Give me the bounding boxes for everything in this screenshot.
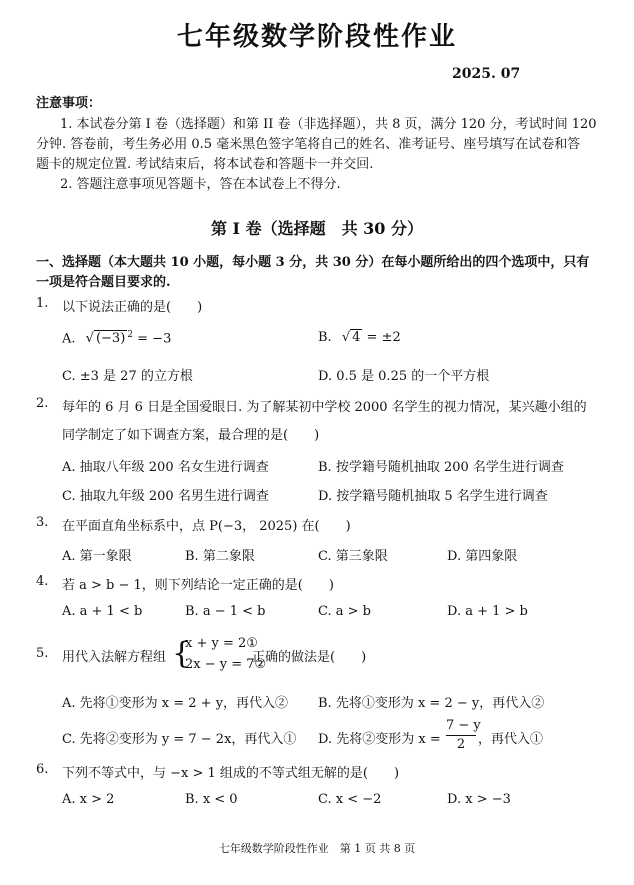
page-title: 七年级数学阶段性作业 [176,22,457,52]
q1-option-a-rest: = −3 [133,331,172,347]
part-heading-line-2: 一项是符合题目要求的. [36,275,171,290]
q5-option-d-rest: ，再代入① [478,732,544,747]
q2-option-a: A. 抽取八年级 200 名女生进行调查 [62,460,269,475]
q4-option-a: A. a + 1 < b [62,604,143,619]
q5-system-eq-1: x + y = 2① [185,636,258,651]
section-title: 第 I 卷（选择题 共 30 分） [210,219,424,238]
notice-line-4: 2. 答题注意事项见答题卡，答在本试卷上不得分. [60,177,341,192]
q1-option-b-rest: = ±2 [362,330,401,345]
question-stem-2-line-1: 每年的 6 月 6 日是全国爱眼日. 为了解某初中学校 2000 名学生的视力情况，某兴趣小组的 [62,400,587,415]
notice-line-1: 1. 本试卷分第 I 卷（选择题）和第 II 卷（非选择题），共 8 页，满分 120 分，考试时间 120 [60,117,597,132]
q1-option-a-radicand: (−3) [95,331,126,347]
part-heading-line-1: 一、选择题（本大题共 10 小题，每小题 3 分，共 30 分）在每小题所给出的四个选项中，只有 [36,255,590,270]
question-number-3: 3. [36,515,49,530]
q6-option-c: C. x < −2 [318,792,382,807]
q1-option-b-radicand: 4 [352,330,361,345]
q5-option-d: D. 先将②变形为 x = [318,732,441,747]
notice-line-3: 题卡的规定位置. 考试结束后，将本试卷和答题卡一并交回. [36,157,374,172]
q6-option-b: B. x < 0 [185,792,238,807]
q3-option-c: C. 第三象限 [318,549,388,564]
q2-option-d: D. 按学籍号随机抽取 5 名学生进行调查 [318,489,548,504]
q2-option-c: C. 抽取九年级 200 名男生进行调查 [62,489,269,504]
q1-option-a-letter: A. [62,331,76,347]
notice-line-2: 分钟. 答卷前，考生务必用 0.5 毫米黑色签字笔将自己的姓名、准考证号、座号填写在试卷和答 [36,137,581,152]
question-stem-2-line-2: 同学制定了如下调查方案，最合理的是( ) [62,428,320,443]
q5-option-c: C. 先将②变形为 y = 7 − 2x，再代入① [62,732,297,747]
brace-icon: { [172,636,192,671]
q1-option-c: C. ±3 是 27 的立方根 [62,369,193,384]
question-stem-1: 以下说法正确的是( ) [62,300,203,315]
question-number-4: 4. [36,574,49,589]
sqrt-icon: √ [341,330,351,345]
q1-option-a [62,330,171,346]
question-stem-5-post: 正确的做法是( ) [252,650,367,665]
q5-system-eq-2: 2x − y = 7② [185,657,267,672]
sqrt-icon: √ [85,331,94,347]
q3-option-d: D. 第四象限 [447,549,518,564]
fraction-bar [446,735,476,736]
question-number-5: 5. [36,646,49,661]
q1-option-a-exponent: 2 [127,330,134,340]
q4-option-c: C. a > b [318,604,371,619]
q5-option-d-denominator: 2 [456,737,466,752]
q1-option-d: D. 0.5 是 0.25 的一个平方根 [318,369,490,384]
q5-option-b: B. 先将①变形为 x = 2 − y，再代入② [318,696,545,711]
q5-option-a: A. 先将①变形为 x = 2 + y，再代入② [62,696,289,711]
question-number-1: 1. [36,296,49,311]
q6-option-a: A. x > 2 [62,792,115,807]
question-stem-4: 若 a > b − 1，则下列结论一定正确的是( ) [62,578,334,593]
q1-option-b-letter: B. [318,330,332,345]
q3-option-a: A. 第一象限 [62,549,132,564]
q4-option-d: D. a + 1 > b [447,604,528,619]
q1-option-b [318,330,401,345]
q5-option-d-numerator: 7 − y [446,718,481,733]
question-stem-5-pre: 用代入法解方程组 [62,650,167,665]
question-stem-3: 在平面直角坐标系中，点 P(−3， 2025) 在( ) [62,519,351,534]
question-stem-6: 下列不等式中，与 −x > 1 组成的不等式组无解的是( ) [62,766,400,781]
exam-date: 2025. 07 [452,66,521,82]
q3-option-b: B. 第二象限 [185,549,255,564]
q4-option-b: B. a − 1 < b [185,604,266,619]
q2-option-b: B. 按学籍号随机抽取 200 名学生进行调查 [318,460,564,475]
q6-option-d: D. x > −3 [447,792,511,807]
notice-heading: 注意事项： [36,96,102,111]
page-footer: 七年级数学阶段性作业 第 1 页 共 8 页 [218,842,416,855]
question-number-2: 2. [36,396,49,411]
question-number-6: 6. [36,762,49,777]
